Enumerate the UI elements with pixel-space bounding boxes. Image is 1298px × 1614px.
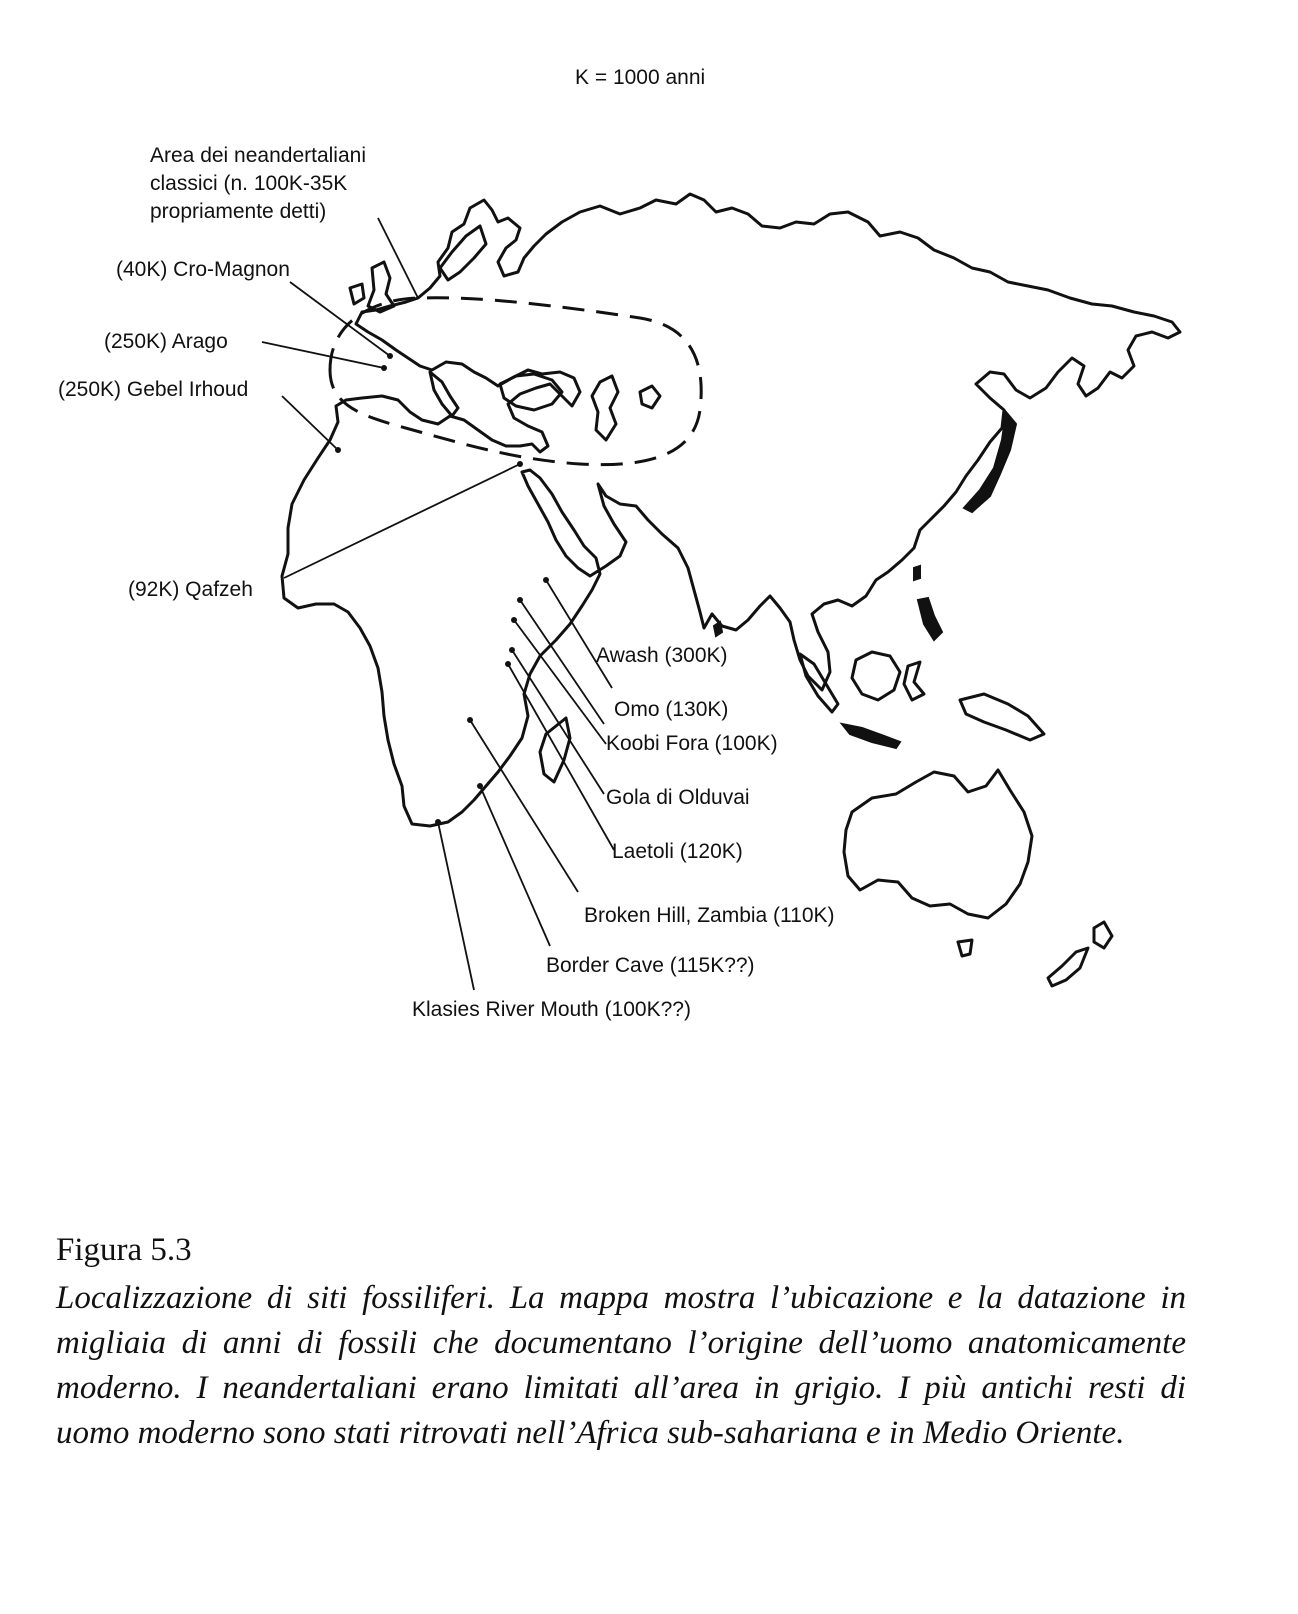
philippines <box>918 598 942 640</box>
label-awash: Awash (300K) <box>596 644 728 667</box>
site-dot-omo <box>517 597 523 603</box>
site-dot-olduvai <box>509 647 515 653</box>
site-dot-awash <box>543 577 549 583</box>
label-omo: Omo (130K) <box>614 698 729 721</box>
site-dot-cro-magnon <box>387 353 393 359</box>
site-dot-qafzeh <box>517 461 523 467</box>
leader-broken-hill <box>470 720 578 892</box>
leader-gebel-irhoud <box>282 396 338 450</box>
italy <box>430 372 458 416</box>
site-dot-laetoli <box>505 661 511 667</box>
tasmania <box>958 940 972 956</box>
label-cro-magnon: (40K) Cro-Magnon <box>116 258 290 281</box>
caspian-sea <box>592 376 618 440</box>
leader-border-cave <box>480 786 550 946</box>
new-zealand-south <box>1048 948 1088 986</box>
new-zealand-north <box>1094 922 1112 948</box>
figure-title: Figura 5.3 <box>56 1232 192 1268</box>
ireland <box>350 284 364 304</box>
leader-qafzeh <box>284 464 520 578</box>
borneo <box>852 652 900 700</box>
label-gebel-irhoud: (250K) Gebel Irhoud <box>58 378 249 401</box>
australia <box>844 770 1032 918</box>
site-dot-border-cave <box>477 783 483 789</box>
label-koobi-fora: Koobi Fora (100K) <box>606 732 778 755</box>
label-klasies: Klasies River Mouth (100K??) <box>412 998 691 1021</box>
leader-arago <box>262 342 384 368</box>
sri-lanka <box>714 622 722 636</box>
japan <box>964 412 1016 512</box>
leader-laetoli <box>508 664 614 850</box>
leader-klasies <box>438 822 474 990</box>
sulawesi <box>904 662 924 700</box>
site-dot-arago <box>381 365 387 371</box>
neanderthal-range-boundary <box>330 298 701 465</box>
new-guinea <box>960 694 1044 740</box>
site-dot-gebel-irhoud <box>335 447 341 453</box>
site-dot-broken-hill <box>467 717 473 723</box>
label-arago: (250K) Arago <box>104 330 228 353</box>
site-dot-koobi-fora <box>511 617 517 623</box>
leader-awash <box>546 580 612 688</box>
label-laetoli: Laetoli (120K) <box>612 840 743 863</box>
label-neanderthal-area: Area dei neandertaliani classici (n. 100K-35K propriamente detti) <box>150 144 366 223</box>
scandinavia <box>440 226 486 280</box>
label-broken-hill: Broken Hill, Zambia (110K) <box>584 904 835 927</box>
label-border-cave: Border Cave (115K??) <box>546 954 755 977</box>
leader-neanderthal-area <box>378 218 418 298</box>
java <box>842 724 900 748</box>
scale-note: K = 1000 anni <box>575 66 706 89</box>
sumatra <box>800 654 838 712</box>
taiwan <box>914 566 920 580</box>
label-olduvai: Gola di Olduvai <box>606 786 750 809</box>
leader-cro-magnon <box>290 282 390 356</box>
aral-sea <box>640 386 660 408</box>
label-qafzeh: (92K) Qafzeh <box>128 578 253 601</box>
figure-caption: Localizzazione di siti fossiliferi. La mappa mostra l’ubicazione e la datazione in migliaia di anni di fossili che documentano l’origine dell’uomo anatomicamente moderno. I neandertaliani erano limitati all’area in grigio. I più antichi resti di uomo moderno sono stati ritrovati nell’Africa sub-sahariana e in Medio Oriente. <box>56 1280 1186 1451</box>
site-dot-klasies <box>435 819 441 825</box>
